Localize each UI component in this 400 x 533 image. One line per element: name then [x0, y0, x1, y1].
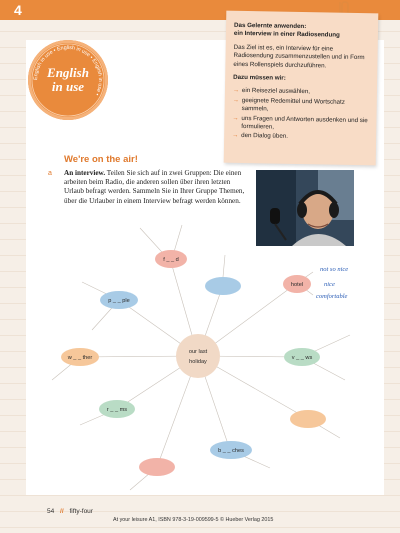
bubble-people — [100, 291, 138, 309]
task-bold-lead: An interview. — [64, 169, 106, 177]
note-item-text: ein Reiseziel auswählen, — [241, 87, 311, 96]
handwritten-note: comfortable — [316, 293, 348, 300]
footer-credit: At your leisure A1, ISBN 978-3-19-009599-5 © Hueber Verlag 2015 — [113, 517, 274, 523]
bubble-blank-orange — [290, 410, 326, 428]
bubble-weather — [61, 348, 99, 366]
bubble-hotel — [283, 275, 311, 293]
bubble-rooms — [99, 400, 135, 418]
badge-title-line2: in use — [51, 79, 85, 94]
bubble-label: w _ _ ther — [67, 355, 93, 361]
bubble-label: v _ _ ws — [291, 355, 313, 361]
page-word: fifty-four — [69, 508, 93, 515]
task-letter: a — [48, 170, 52, 177]
page-number: 54 — [47, 508, 55, 515]
arrow-right-icon: → — [232, 96, 240, 104]
bubble-blank-blue — [205, 277, 241, 295]
bubble-label: hotel — [290, 282, 304, 288]
bubble-blank-pink — [139, 458, 175, 476]
bubble-views — [284, 348, 320, 366]
note-heading-line2: ein Interview in einer Radiosendung — [233, 30, 340, 40]
note-item-text: uns Fragen und Antworten ausdenken und sie formulieren, — [241, 114, 368, 131]
bubble-beaches — [210, 441, 252, 459]
note-item-text: geeignete Redemittel und Wortschatz sammeln, — [241, 96, 345, 113]
bubble-food — [155, 250, 187, 268]
bubble-label: p _ _ ple — [108, 298, 130, 304]
unit-number: 4 — [14, 2, 22, 18]
task-body: Teilen Sie sich auf in zwei Gruppen: Die einen arbeiten beim Radio, die anderen sollen über ihren letzten Urlaub befragt werden. Sammeln Sie in Ihrer Gruppe Themen, über die Urlauber in einem Interview befragt werden können. — [64, 169, 245, 205]
note-intro: Das Ziel ist es, ein Interview für eine Radiosendung zusammenzustellen und in Form eines Rollenspiels durchzuführen. — [233, 43, 365, 70]
handwritten-note: nice — [324, 281, 335, 288]
page-footer — [47, 508, 93, 515]
note-item-text: den Dialog üben. — [241, 132, 289, 141]
center-line2: holiday — [189, 359, 207, 365]
badge-title-line1: English — [47, 65, 89, 80]
bubble-label: f _ _ d — [163, 257, 179, 263]
note-subheading: Dazu müssen wir: — [233, 73, 286, 82]
center-line1: our last — [188, 349, 208, 355]
arrow-right-icon: → — [232, 132, 239, 140]
badge-ring-text: English in use • English in use • English in use • — [32, 44, 104, 97]
arrow-right-icon: → — [232, 114, 239, 122]
section-title: We're on the air! — [64, 154, 138, 165]
bubble-label: b _ _ ches — [218, 448, 244, 454]
footer-separator: // — [60, 508, 64, 515]
handwritten-note: not so nice — [320, 266, 349, 273]
bubble-label: r _ _ ms — [106, 407, 128, 413]
mindmap-center — [176, 334, 220, 378]
note-heading-line1: Das Gelernte anwenden: — [234, 21, 307, 31]
arrow-right-icon: → — [232, 87, 240, 95]
